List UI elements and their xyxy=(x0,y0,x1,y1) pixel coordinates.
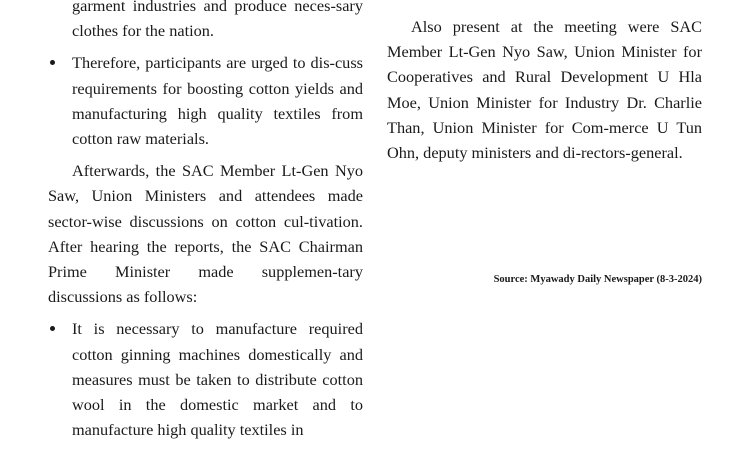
right-column xyxy=(387,14,702,172)
bullet-dot-icon xyxy=(50,60,55,65)
body-paragraph: Afterwards, the SAC Member Lt-Gen Nyo Saw, Union Ministers and attendees made sector-wise discussions on cotton cul-tivation. After hearing the reports, the SAC Chairman Prime Minister made supplemen-tary discussions as follows: xyxy=(48,161,363,307)
body-paragraph: Also present at the meeting were SAC Member Lt-Gen Nyo Saw, Union Minister for Cooperatives and Rural Development U Hla Moe, Union Minister for Industry Dr. Charlie Than, Union Minister for Com-merce U Tun Ohn, deputy ministers and di-rectors-general. xyxy=(387,17,702,163)
bullet-text: It is necessary to manufacture required cotton ginning machines domestically and measures must be taken to distribute cotton wool in the domestic market and to manufacture high quality textiles in xyxy=(72,319,363,440)
bullet-text: Therefore, participants are urged to dis-cuss requirements for boosting cotton yields and manufacturing high quality textiles from cotton raw materials. xyxy=(72,53,363,149)
bullet-item xyxy=(48,316,363,442)
bullet-text: garment industries and produce neces-sary clothes for the nation. xyxy=(72,0,363,41)
bullet-dot-icon xyxy=(50,326,55,331)
bullet-item xyxy=(48,0,363,43)
source-credit: Source: Myawady Daily Newspaper (8-3-2024) xyxy=(493,274,702,285)
bullet-item xyxy=(48,50,363,151)
left-column xyxy=(48,0,363,449)
